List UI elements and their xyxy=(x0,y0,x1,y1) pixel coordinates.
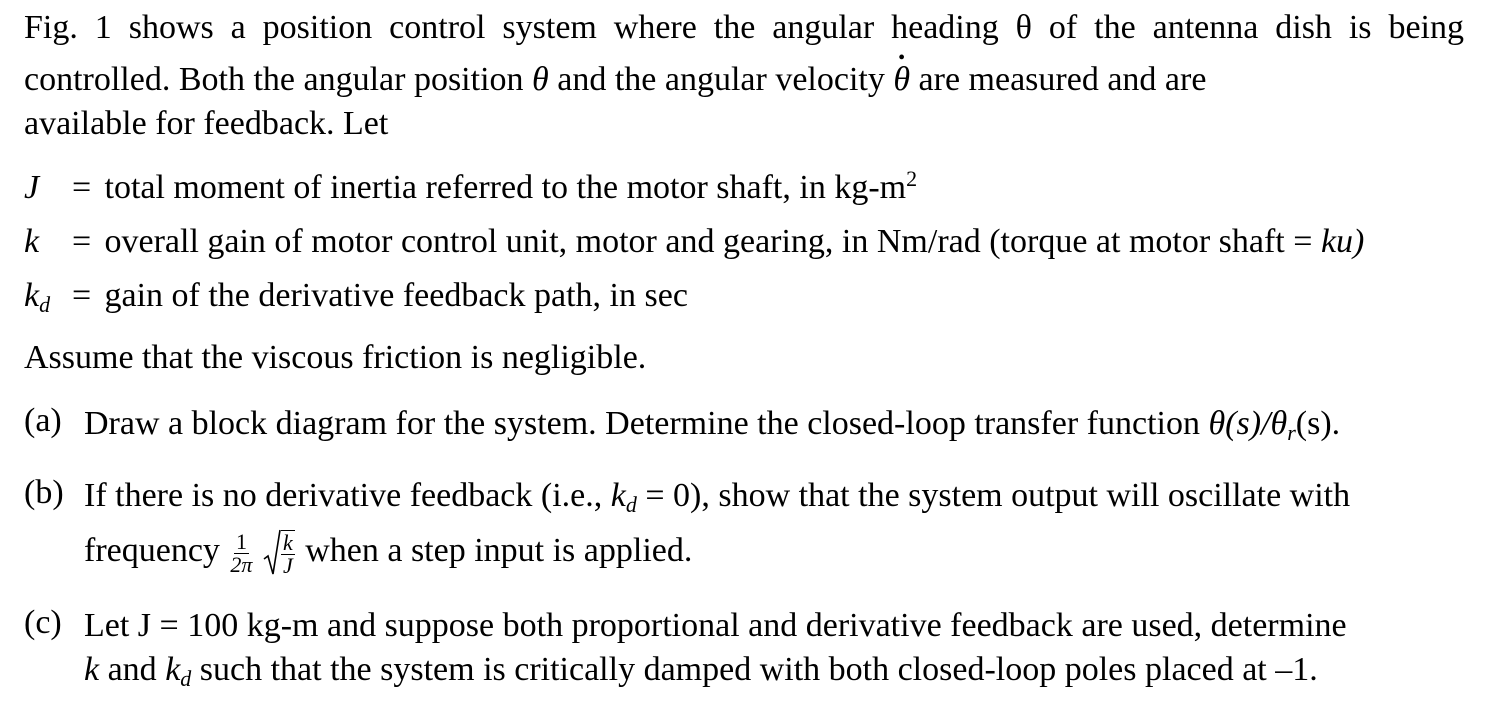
theta-symbol: θ xyxy=(532,61,549,98)
one-over-two-pi-fraction xyxy=(230,528,253,577)
part-b-kd: k xyxy=(610,477,626,514)
part-b-label: (b) xyxy=(24,474,64,511)
definition-kd xyxy=(24,276,688,319)
fraction-denominator: 2π xyxy=(230,551,253,577)
def-equals: = xyxy=(72,277,92,314)
part-c-kd-sub: d xyxy=(180,666,192,691)
sqrt-denominator: J xyxy=(282,552,293,578)
def-symbol: k xyxy=(24,223,40,260)
part-b-body xyxy=(84,474,1464,577)
part-c xyxy=(24,604,1464,696)
part-b-kd-sub: d xyxy=(625,492,637,517)
intro-line-1 xyxy=(24,8,1464,48)
intro-line-2-a: controlled. Both the angular position xyxy=(24,61,533,98)
fraction-numerator: 1 xyxy=(235,528,247,554)
part-a xyxy=(24,402,1464,446)
intro-line-3 xyxy=(24,104,388,144)
part-b-line-1 xyxy=(84,474,1464,521)
definition-k xyxy=(24,222,1364,262)
sqrt-numerator: k xyxy=(282,529,293,555)
part-b-text-c: when a step input is applied. xyxy=(296,532,693,569)
part-b-text-b: = 0), show that the system output will oscillate with xyxy=(636,477,1351,514)
def-symbol-base: k xyxy=(24,277,40,314)
intro-line-2-b: and the angular velocity xyxy=(548,61,894,98)
assumption xyxy=(24,338,646,378)
part-c-line-1 xyxy=(84,604,1464,648)
radical-sign-icon xyxy=(263,529,281,577)
part-a-tf-sub: r xyxy=(1287,420,1296,445)
def-equals: = xyxy=(72,223,92,260)
part-b-line-2 xyxy=(84,529,1464,577)
k-over-j-fraction xyxy=(281,530,295,577)
theta-dot-symbol: • θ xyxy=(893,60,910,100)
part-c-line-2 xyxy=(84,648,1464,695)
intro-line-1-text: Fig. 1 shows a position control system where the angular heading θ of the antenna dish is being xyxy=(24,9,1464,46)
part-a-body xyxy=(84,402,1464,449)
def-text: gain of the derivative feedback path, in sec xyxy=(104,277,688,314)
part-b-frequency-label: frequency xyxy=(84,532,229,569)
part-a-label: (a) xyxy=(24,402,62,439)
intro-line-3-text: available for feedback. Let xyxy=(24,105,389,142)
def-symbol xyxy=(24,276,72,319)
intro-line-2 xyxy=(24,60,1206,100)
part-c-text-1: Let J = 100 kg-m and suppose both proportional and derivative feedback are used, determine xyxy=(84,607,1347,644)
def-tail: ku) xyxy=(1320,223,1365,260)
part-c-label: (c) xyxy=(24,604,62,641)
def-text: overall gain of motor control unit, motor and gearing, in Nm/rad (torque at motor shaft = xyxy=(104,223,1321,260)
part-c-kd: k xyxy=(165,651,181,688)
def-equals: = xyxy=(72,169,92,206)
def-text: total moment of inertia referred to the motor shaft, in kg-m xyxy=(104,169,907,206)
intro-line-2-c: are measured and are xyxy=(910,61,1207,98)
def-symbol-sub: d xyxy=(39,292,51,317)
part-a-tf: θ(s)/θ xyxy=(1208,405,1288,442)
sqrt-k-over-j xyxy=(263,529,297,577)
part-a-text: Draw a block diagram for the system. Determine the closed-loop transfer function xyxy=(84,405,1209,442)
part-c-and: and xyxy=(99,651,166,688)
part-c-text-2: such that the system is critically damped with both closed-loop poles placed at –1. xyxy=(191,651,1318,688)
part-c-body xyxy=(84,604,1464,695)
part-b-text-a: If there is no derivative feedback (i.e., xyxy=(84,477,611,514)
part-b xyxy=(24,474,1464,578)
part-c-k: k xyxy=(84,651,100,688)
part-a-tf-end: (s). xyxy=(1295,405,1341,442)
def-symbol: J xyxy=(24,169,40,206)
def-sup: 2 xyxy=(906,166,918,191)
assumption-text: Assume that the viscous friction is negligible. xyxy=(24,339,647,376)
definition-j xyxy=(24,168,917,211)
